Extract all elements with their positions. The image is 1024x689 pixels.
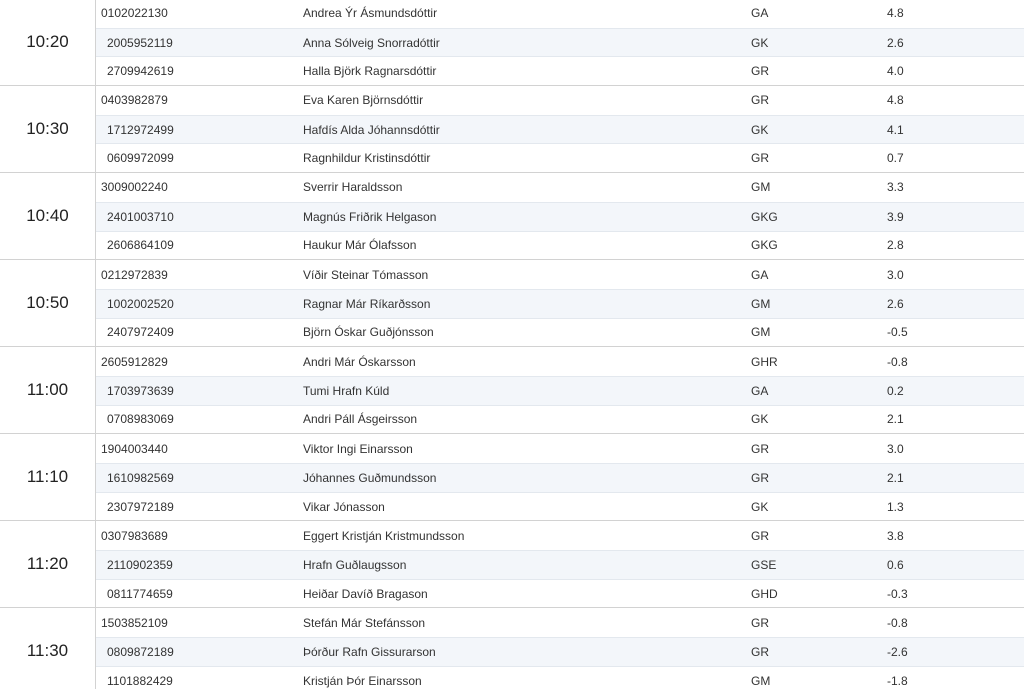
player-id: 2005952119	[107, 35, 173, 50]
player-rows	[96, 347, 1024, 433]
player-handicap: 3.0	[887, 267, 904, 282]
player-handicap: 4.0	[887, 64, 904, 79]
player-handicap: -0.8	[887, 615, 908, 630]
player-name: Viktor Ingi Einarsson	[303, 441, 413, 456]
player-name: Andrea Ýr Ásmundsdóttir	[303, 6, 438, 21]
player-handicap: -0.8	[887, 354, 908, 369]
player-club: GK	[751, 412, 769, 427]
tee-time: 10:40	[0, 173, 96, 259]
tee-group	[0, 434, 1024, 521]
player-name: Heiðar Davíð Bragason	[303, 586, 428, 601]
player-handicap: 1.3	[887, 499, 904, 514]
player-row	[96, 347, 1024, 376]
player-row	[96, 56, 1024, 85]
tee-time: 10:30	[0, 86, 96, 172]
player-club: GK	[751, 122, 769, 137]
player-club: GK	[751, 499, 769, 514]
player-id: 0609972099	[107, 151, 174, 166]
player-id: 2110902359	[107, 557, 173, 572]
player-club: GM	[751, 673, 771, 688]
tee-group	[0, 608, 1024, 689]
player-club: GR	[751, 615, 769, 630]
player-handicap: 2.6	[887, 35, 904, 50]
player-handicap: 2.1	[887, 412, 904, 427]
player-name: Andri Páll Ásgeirsson	[303, 412, 418, 427]
player-handicap: 0.6	[887, 557, 904, 572]
player-id: 1101882429	[107, 673, 173, 688]
player-name: Stefán Már Stefánsson	[303, 615, 426, 630]
tee-time: 10:20	[0, 0, 96, 85]
player-handicap: -1.8	[887, 673, 908, 688]
tee-group	[0, 0, 1024, 86]
player-rows	[96, 521, 1024, 607]
tee-time: 10:50	[0, 260, 96, 346]
player-club: GM	[751, 325, 771, 340]
player-id: 0307983689	[101, 528, 168, 543]
player-name: Björn Óskar Guðjónsson	[303, 325, 434, 340]
player-club: GHD	[751, 586, 778, 601]
player-name: Andri Már Óskarsson	[303, 354, 416, 369]
player-handicap: 4.8	[887, 93, 904, 108]
player-handicap: -0.3	[887, 586, 908, 601]
player-club: GR	[751, 151, 769, 166]
player-rows	[96, 86, 1024, 172]
player-id: 2307972189	[107, 499, 174, 514]
player-row	[96, 434, 1024, 463]
player-handicap: 3.0	[887, 441, 904, 456]
player-club: GA	[751, 6, 769, 21]
player-name: Eggert Kristján Kristmundsson	[303, 528, 465, 543]
player-name: Haukur Már Ólafsson	[303, 238, 417, 253]
tee-time: 11:20	[0, 521, 96, 607]
player-id: 2407972409	[107, 325, 174, 340]
tee-group	[0, 173, 1024, 260]
player-club: GR	[751, 64, 769, 79]
player-name: Sverrir Haraldsson	[303, 180, 403, 195]
player-handicap: -0.5	[887, 325, 908, 340]
player-club: GM	[751, 180, 771, 195]
player-row	[96, 666, 1024, 689]
player-club: GA	[751, 383, 769, 398]
player-name: Ragnhildur Kristinsdóttir	[303, 151, 431, 166]
player-name: Kristján Þór Einarsson	[303, 673, 422, 688]
player-row	[96, 289, 1024, 318]
player-row	[96, 231, 1024, 260]
player-handicap: 2.6	[887, 296, 904, 311]
player-row	[96, 405, 1024, 434]
player-row	[96, 608, 1024, 637]
player-name: Ragnar Már Ríkarðsson	[303, 296, 431, 311]
player-handicap: 2.8	[887, 238, 904, 253]
player-rows	[96, 260, 1024, 346]
player-id: 1904003440	[101, 441, 168, 456]
player-name: Magnús Friðrik Helgason	[303, 209, 437, 224]
player-rows	[96, 173, 1024, 259]
tee-group	[0, 521, 1024, 608]
player-id: 0212972839	[101, 267, 168, 282]
player-name: Halla Björk Ragnarsdóttir	[303, 64, 437, 79]
player-name: Jóhannes Guðmundsson	[303, 470, 437, 485]
player-club: GKG	[751, 209, 778, 224]
player-row	[96, 115, 1024, 144]
tee-group	[0, 347, 1024, 434]
player-row	[96, 173, 1024, 202]
player-row	[96, 86, 1024, 115]
player-rows	[96, 0, 1024, 85]
player-name: Þórður Rafn Gissurarson	[303, 644, 436, 659]
player-row	[96, 376, 1024, 405]
player-id: 0809872189	[107, 644, 174, 659]
tee-time: 11:30	[0, 608, 96, 689]
player-club: GSE	[751, 557, 777, 572]
player-id: 0811774659	[107, 586, 173, 601]
player-row	[96, 492, 1024, 521]
player-row	[96, 637, 1024, 666]
tee-time: 11:00	[0, 347, 96, 433]
player-rows	[96, 608, 1024, 689]
tee-group	[0, 86, 1024, 173]
player-club: GK	[751, 35, 769, 50]
player-id: 0708983069	[107, 412, 174, 427]
player-handicap: 4.8	[887, 6, 904, 21]
player-id: 1610982569	[107, 470, 174, 485]
player-row	[96, 579, 1024, 608]
player-row	[96, 143, 1024, 172]
player-handicap: 0.2	[887, 383, 904, 398]
player-club: GM	[751, 296, 771, 311]
player-row	[96, 550, 1024, 579]
player-name: Anna Sólveig Snorradóttir	[303, 35, 440, 50]
player-id: 2605912829	[101, 354, 168, 369]
player-row	[96, 202, 1024, 231]
player-club: GKG	[751, 238, 778, 253]
player-name: Tumi Hrafn Kúld	[303, 383, 390, 398]
player-id: 1503852109	[101, 615, 168, 630]
player-row	[96, 0, 1024, 28]
player-club: GR	[751, 528, 769, 543]
player-id: 2709942619	[107, 64, 174, 79]
player-row	[96, 260, 1024, 289]
tee-time: 11:10	[0, 434, 96, 520]
player-handicap: 4.1	[887, 122, 904, 137]
player-handicap: 2.1	[887, 470, 904, 485]
player-handicap: -2.6	[887, 644, 908, 659]
player-name: Vikar Jónasson	[303, 499, 385, 514]
player-row	[96, 318, 1024, 347]
player-id: 0403982879	[101, 93, 168, 108]
player-club: GR	[751, 644, 769, 659]
player-row	[96, 521, 1024, 550]
player-handicap: 3.9	[887, 209, 904, 224]
player-name: Hafdís Alda Jóhannsdóttir	[303, 122, 440, 137]
player-name: Víðir Steinar Tómasson	[303, 267, 429, 282]
player-club: GR	[751, 470, 769, 485]
player-id: 1703973639	[107, 383, 174, 398]
player-club: GR	[751, 441, 769, 456]
player-rows	[96, 434, 1024, 520]
player-row	[96, 463, 1024, 492]
player-club: GHR	[751, 354, 778, 369]
player-id: 2401003710	[107, 209, 174, 224]
player-handicap: 0.7	[887, 151, 904, 166]
player-id: 2606864109	[107, 238, 174, 253]
tee-group	[0, 260, 1024, 347]
player-name: Hrafn Guðlaugsson	[303, 557, 407, 572]
player-id: 1002002520	[107, 296, 174, 311]
player-id: 1712972499	[107, 122, 174, 137]
player-handicap: 3.3	[887, 180, 904, 195]
player-club: GR	[751, 93, 769, 108]
player-id: 0102022130	[101, 6, 168, 21]
player-row	[96, 28, 1024, 57]
player-id: 3009002240	[101, 180, 168, 195]
player-name: Eva Karen Björnsdóttir	[303, 93, 424, 108]
player-club: GA	[751, 267, 769, 282]
player-handicap: 3.8	[887, 528, 904, 543]
